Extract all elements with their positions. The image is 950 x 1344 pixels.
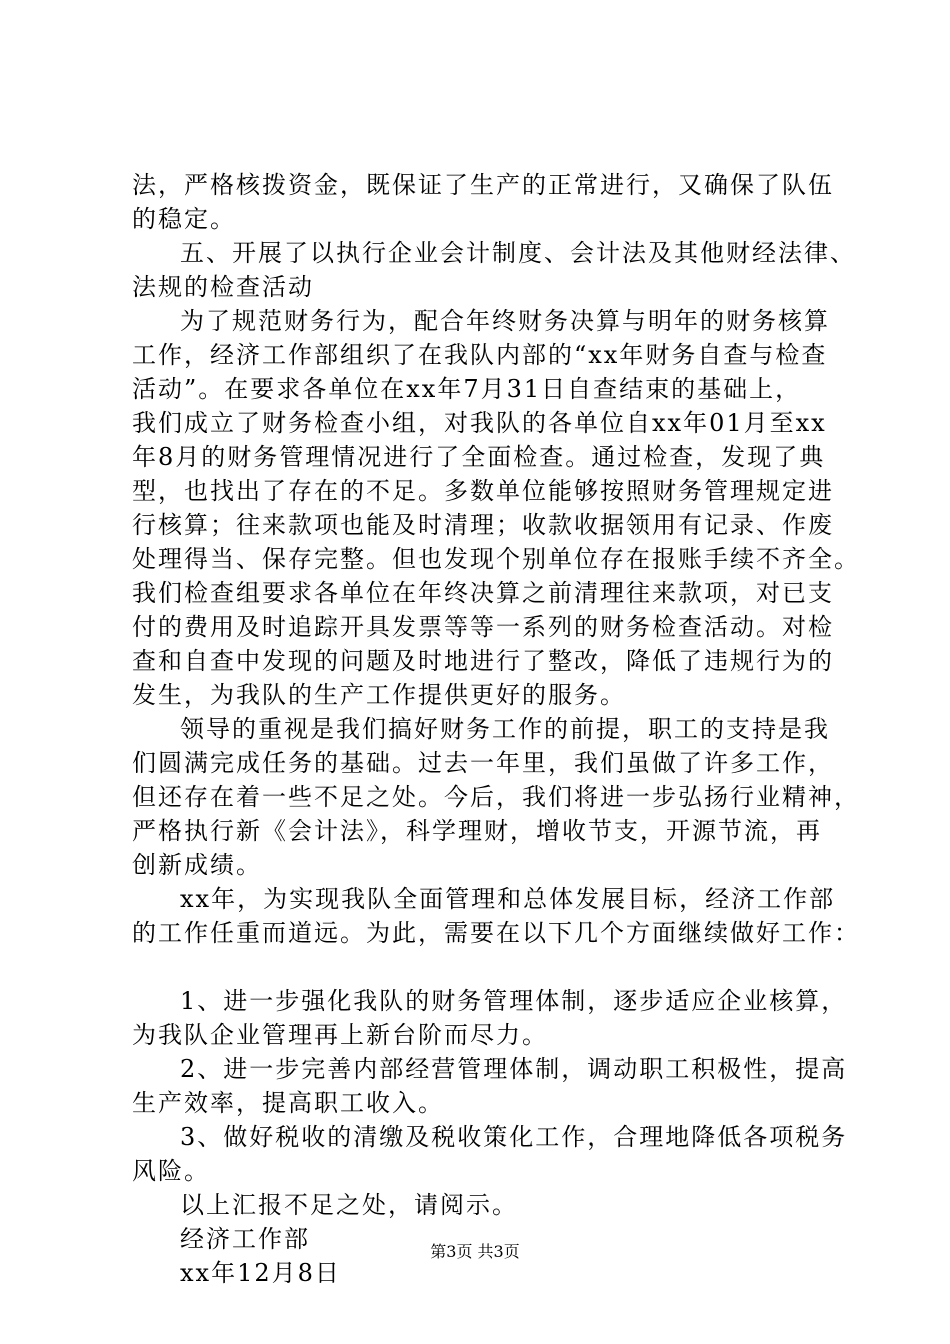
blank-line bbox=[132, 950, 832, 984]
list-item-line: 为我队企业管理再上新台阶而尽力。 bbox=[132, 1021, 548, 1049]
text-line: xx年，为实现我队全面管理和总体发展目标，经济工作部 bbox=[180, 885, 836, 913]
text-line: 处理得当、保存完整。但也发现个别单位存在报账手续不齐全。 bbox=[132, 545, 860, 573]
list-item-line: 2、进一步完善内部经营管理体制，调动职工积极性，提高 bbox=[180, 1055, 848, 1083]
list-item-line: 3、做好税收的清缴及税收策化工作，合理地降低各项税务 bbox=[180, 1123, 848, 1151]
text-line: 年8月的财务管理情况进行了全面检查。通过检查，发现了典 bbox=[132, 443, 826, 471]
text-line: 付的费用及时追踪开具发票等等一系列的财务检查活动。对检 bbox=[132, 613, 834, 641]
list-item-line: 1、进一步强化我队的财务管理体制，逐步适应企业核算， bbox=[180, 987, 848, 1015]
text-line: 我们成立了财务检查小组，对我队的各单位自xx年01月至xx bbox=[132, 409, 827, 437]
text-line: 活动”。在要求各单位在xx年7月31日自查结束的基础上， bbox=[132, 375, 802, 403]
list-item-line: 风险。 bbox=[132, 1157, 210, 1185]
text-line: 为了规范财务行为，配合年终财务决算与明年的财务核算 bbox=[180, 307, 830, 335]
text-line: 的稳定。 bbox=[132, 205, 236, 233]
closing-line: 以上汇报不足之处，请阅示。 bbox=[180, 1191, 518, 1219]
text-line: 我们检查组要求各单位在年终决算之前清理往来款项，对已支 bbox=[132, 579, 834, 607]
signature-date: xx年12月8日 bbox=[180, 1259, 341, 1287]
section-heading-line: 法规的检查活动 bbox=[132, 273, 314, 301]
list-item-line: 生产效率，提高职工收入。 bbox=[132, 1089, 444, 1117]
document-body bbox=[132, 168, 860, 1290]
text-line: 严格执行新《会计法》，科学理财，增收节支，开源节流，再 bbox=[132, 817, 822, 845]
page-number: 第3页 共3页 bbox=[430, 1242, 520, 1261]
text-line: 法，严格核拨资金，既保证了生产的正常进行，又确保了队伍 bbox=[132, 171, 834, 199]
text-line: 工作，经济工作部组织了在我队内部的“xx年财务自查与检查 bbox=[132, 341, 828, 369]
text-line: 型，也找出了存在的不足。多数单位能够按照财务管理规定进 bbox=[132, 477, 834, 505]
text-line: 创新成绩。 bbox=[132, 851, 262, 879]
text-line: 领导的重视是我们搞好财务工作的前提，职工的支持是我 bbox=[180, 715, 830, 743]
section-heading-line: 五、开展了以执行企业会计制度、会计法及其他财经法律、 bbox=[180, 239, 856, 267]
text-line: 的工作任重而道远。为此，需要在以下几个方面继续做好工作： bbox=[132, 919, 860, 947]
text-line: 行核算；往来款项也能及时清理；收款收据领用有记录、作废 bbox=[132, 511, 834, 539]
text-line: 查和自查中发现的问题及时地进行了整改，降低了违规行为的 bbox=[132, 647, 834, 675]
text-line: 发生，为我队的生产工作提供更好的服务。 bbox=[132, 681, 626, 709]
signature-department: 经济工作部 bbox=[180, 1225, 310, 1253]
text-line: 但还存在着一些不足之处。今后，我们将进一步弘扬行业精神， bbox=[132, 783, 860, 811]
text-line: 们圆满完成任务的基础。过去一年里，我们虽做了许多工作， bbox=[132, 749, 834, 777]
